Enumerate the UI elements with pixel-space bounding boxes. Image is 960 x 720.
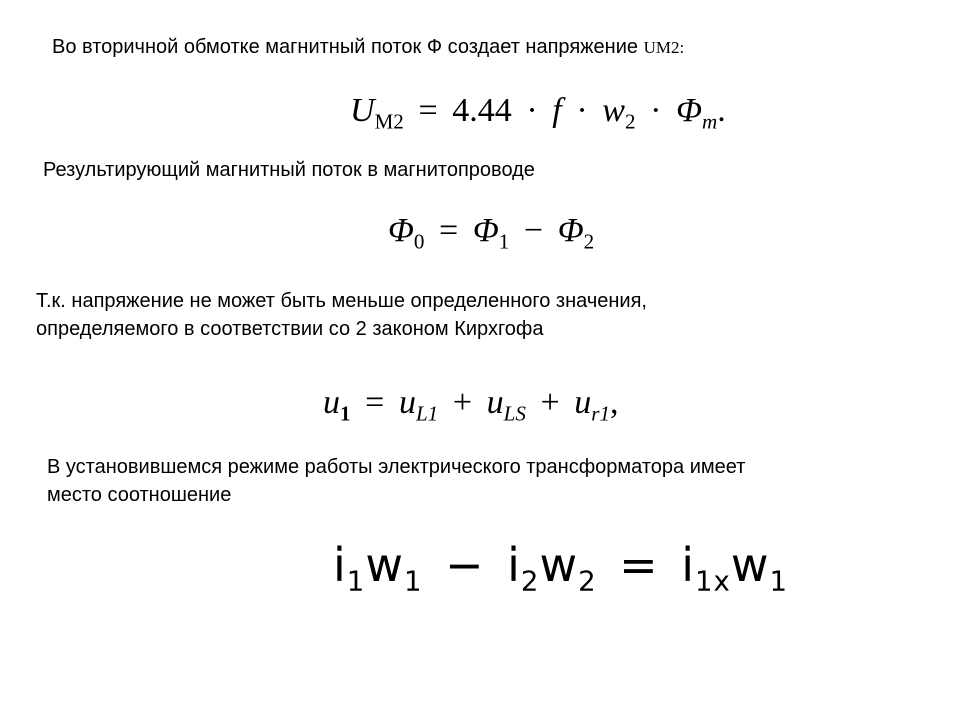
formula-um2 [350,92,726,134]
formula-flux-eq: = [439,212,459,249]
formula-um2-coef: 4.44 [452,92,512,129]
formula-kirchhoff-eq: = [365,384,385,421]
formula-kirchhoff-ul1-sub: L1 [415,401,439,426]
formula-kirchhoff-uls-sub: LS [503,401,526,426]
formula-at-i1: i [333,538,347,592]
formula-at-w1b: w [730,538,770,592]
formula-at-i1-sub: 1 [346,564,366,598]
formula-um2-end: . [717,92,726,129]
paragraph-kirchhoff [36,287,647,343]
formula-at-minus: − [445,538,485,592]
formula-at-w2: w [539,538,579,592]
formula-kirchhoff-u1-sub: 1 [340,401,351,426]
paragraph-secondary-winding-text: Во вторичной обмотке магнитный поток Ф создает напряжение [52,36,638,58]
formula-um2-w-sub: 2 [624,109,636,134]
paragraph-resulting-flux: Результирующий магнитный поток в магнитопроводе [43,159,535,181]
formula-um2-dot3: · [650,92,662,129]
formula-kirchhoff-uls: u [486,384,504,421]
formula-kirchhoff [323,384,619,426]
formula-flux-minus: − [523,212,544,249]
formula-kirchhoff-ul1: u [398,384,416,421]
formula-at-i2: i [507,538,521,592]
formula-um2-w: w [602,92,625,129]
formula-at-i1x: i [681,538,695,592]
formula-um2-dot1: · [526,92,538,129]
formula-um2-dot2: · [576,92,588,129]
formula-at-w1: w [365,538,404,592]
formula-flux-phi1-sub: 1 [498,229,510,254]
paragraph-steady-state [47,453,745,509]
paragraph-steady-state-line2: место соотношение [47,484,232,506]
formula-flux-phi0: Φ [388,212,414,249]
formula-flux-phi2: Φ [557,212,584,249]
voltage-symbol-um2: UM2: [643,38,685,57]
paragraph-kirchhoff-line2: определяемого в соответствии со 2 законом Кирхгофа [36,318,544,340]
formula-flux-phi0-sub: 0 [413,229,425,254]
formula-um2-f: f [552,92,562,129]
formula-flux-phi2-sub: 2 [583,229,595,254]
formula-at-eq: = [619,538,659,592]
paragraph-secondary-winding [52,33,684,62]
formula-resulting-flux [388,212,595,254]
paragraph-steady-state-line1: В установившемся режиме работы электрического трансформатора имеет [47,456,746,478]
formula-kirchhoff-ur1: u [574,384,592,421]
formula-um2-u-sub: M2 [374,109,404,134]
formula-at-w1b-sub: 1 [769,564,789,598]
formula-at-w1-sub: 1 [403,564,423,598]
formula-um2-phi-sub: m [701,109,718,134]
formula-kirchhoff-plus1: + [452,384,473,421]
formula-ampere-turns [333,538,789,598]
formula-kirchhoff-ur1-sub: r1 [591,401,611,426]
formula-kirchhoff-u1: u [323,384,340,421]
formula-kirchhoff-plus2: + [540,384,560,421]
formula-kirchhoff-end: , [610,384,619,421]
paragraph-kirchhoff-line1: Т.к. напряжение не может быть меньше определенного значения, [36,290,647,312]
formula-um2-phi: Φ [676,92,702,129]
formula-um2-eq: = [418,92,438,129]
formula-at-w2-sub: 2 [578,564,597,598]
formula-um2-u: U [350,92,375,129]
formula-flux-phi1: Φ [472,212,499,249]
formula-at-i2-sub: 2 [520,564,540,598]
formula-at-i1x-sub: 1x [695,564,731,598]
